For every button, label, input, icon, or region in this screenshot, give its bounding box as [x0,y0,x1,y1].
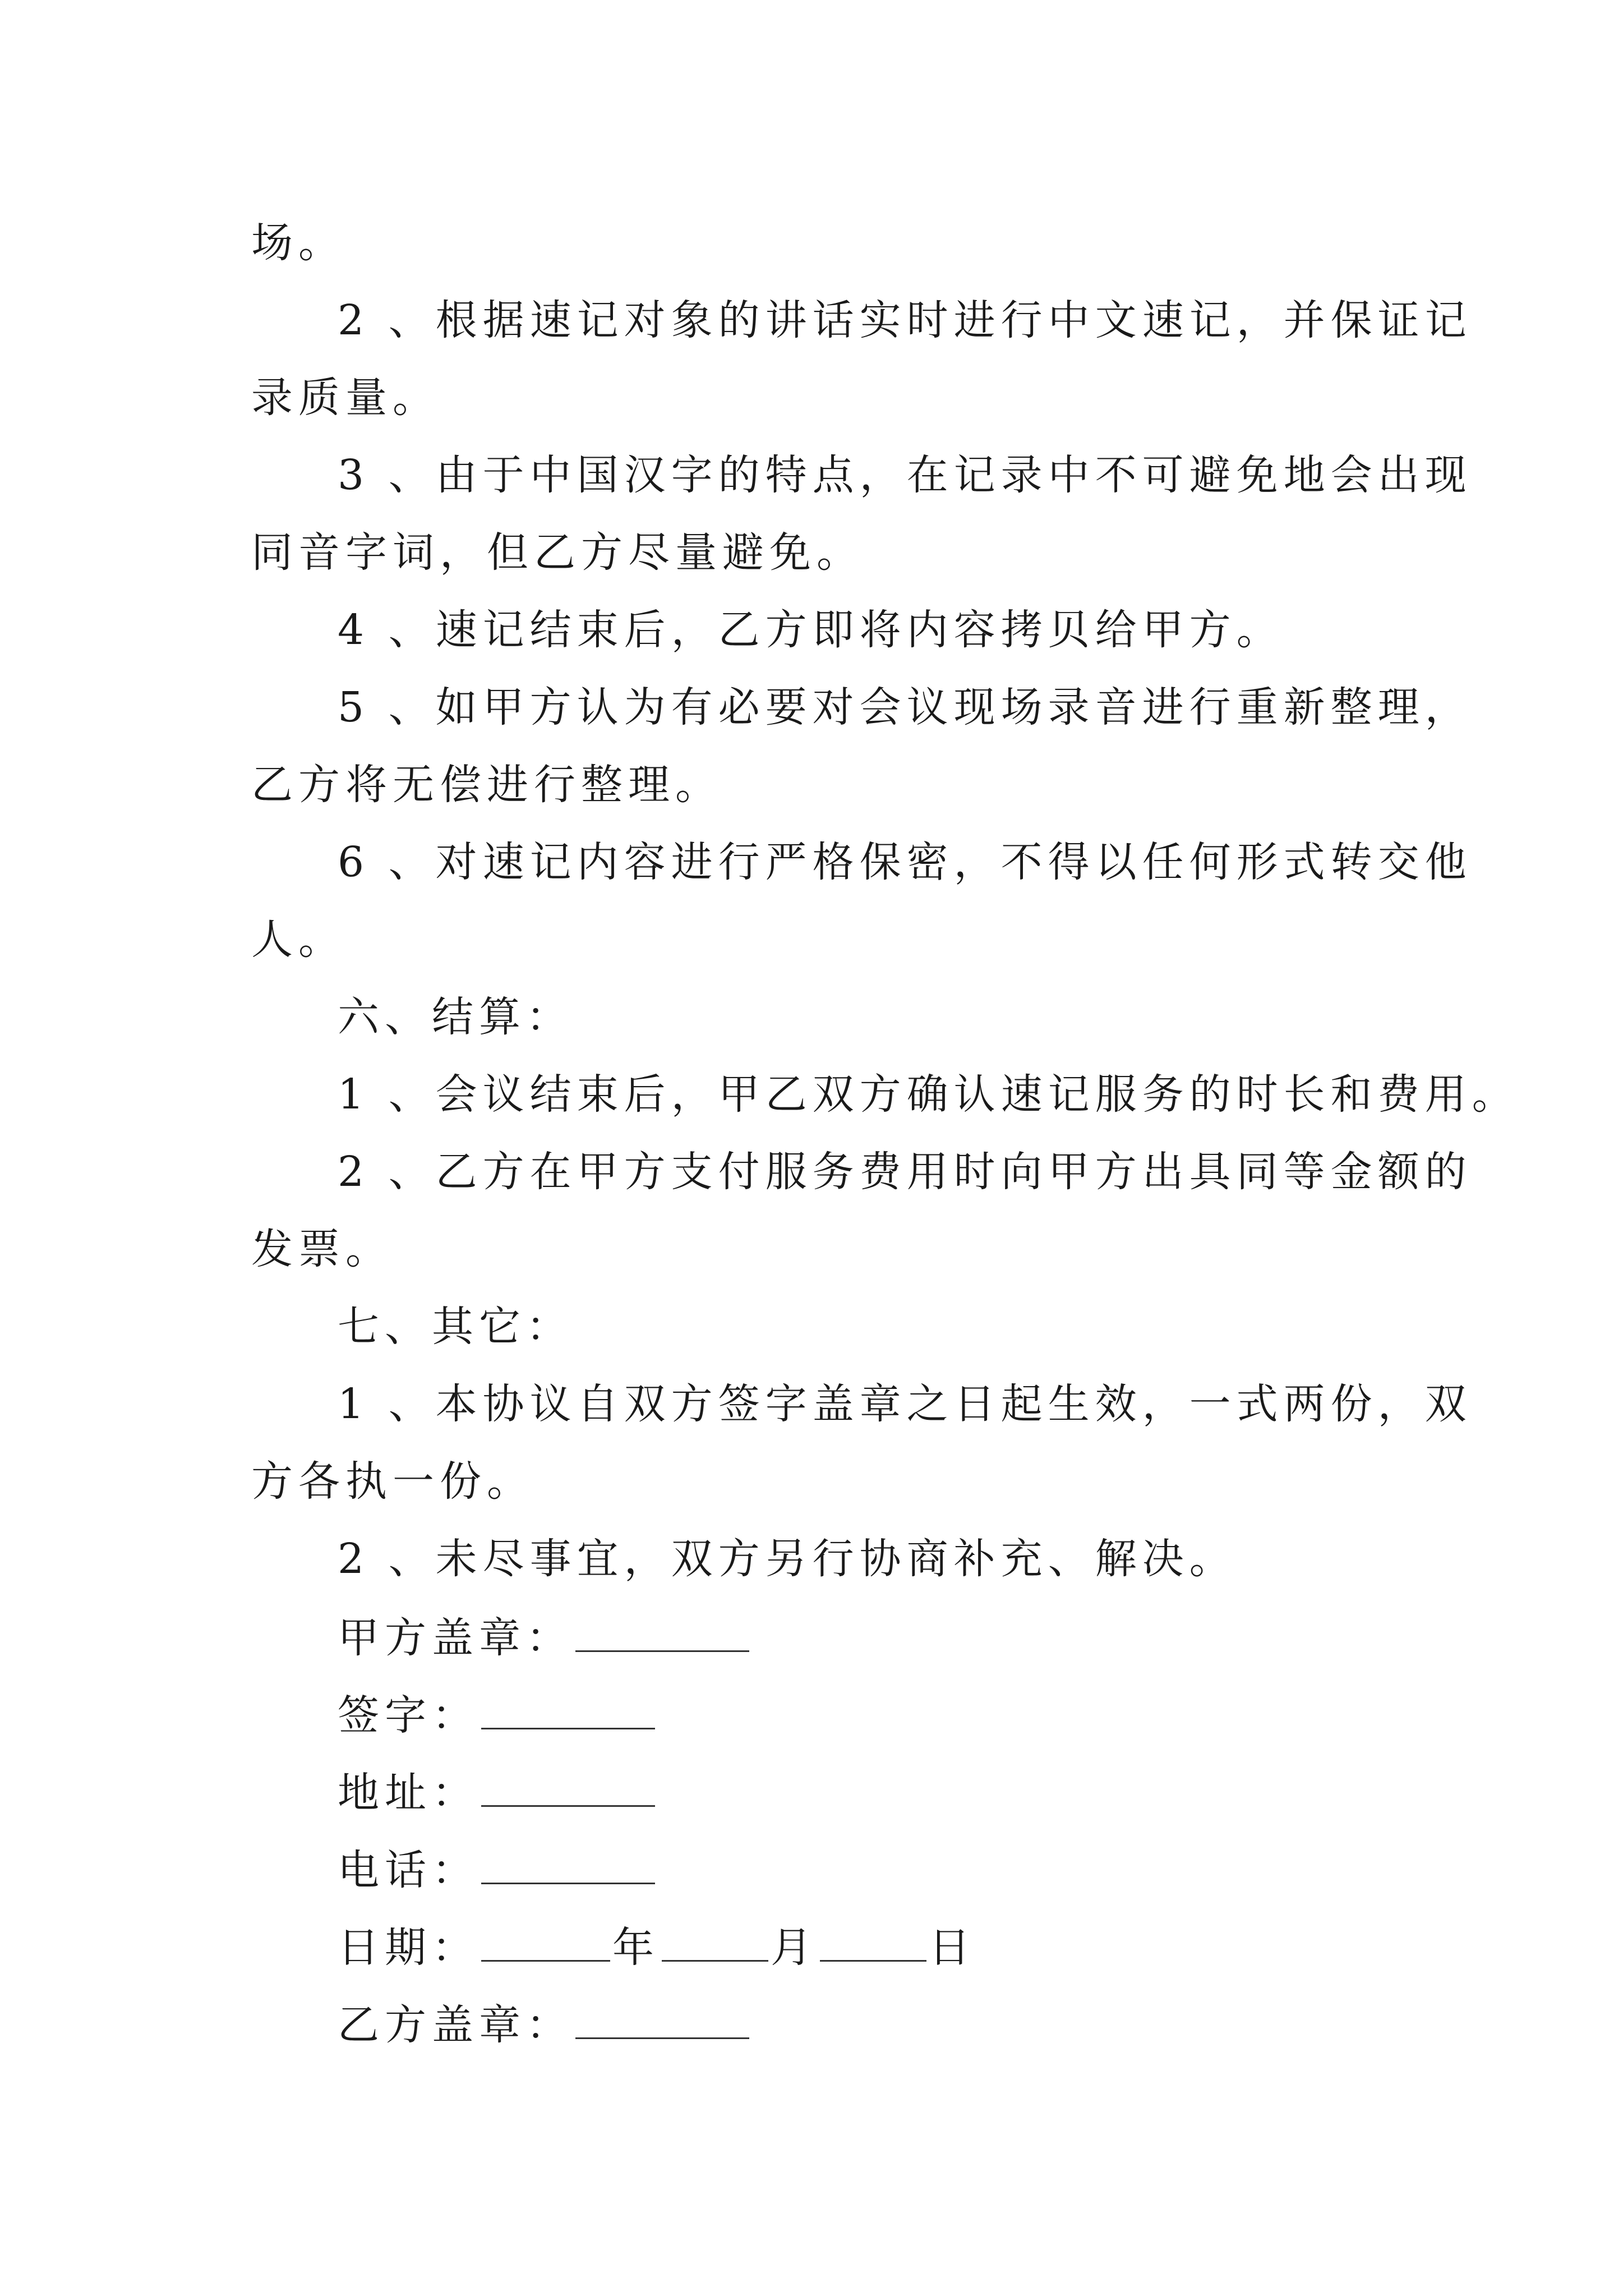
text-line: 录质量。 [251,374,440,422]
text-line: 乙方将无偿进行整理。 [251,761,722,809]
party-b-seal-label: 乙方盖章： [338,2001,573,2049]
party-b-seal-blank [575,2003,749,2039]
phone-blank [481,1848,655,1884]
phone-field [338,1846,657,1894]
day-blank [820,1925,926,1962]
section-heading: 七、其它： [338,1303,573,1351]
text-line: 5 、如甲方认为有必要对会议现场录音进行重新整理， [338,683,1472,731]
text-line: 2 、根据速记对象的讲话实时进行中文速记，并保证记 [338,296,1472,344]
sign-field [338,1691,657,1740]
party-a-seal-field [338,1614,751,1662]
text-line: 方各执一份。 [251,1457,534,1506]
date-field [338,1924,976,1972]
party-b-seal-field [338,2001,751,2049]
day-label: 日 [929,1924,976,1972]
month-label: 月 [771,1924,818,1972]
sign-blank [481,1693,655,1729]
address-field [338,1769,657,1817]
text-line: 1 、会议结束后，甲乙双方确认速记服务的时长和费用。 [338,1070,1519,1119]
text-line: 4 、速记结束后，乙方即将内容拷贝给甲方。 [338,606,1284,654]
text-line: 发票。 [251,1225,393,1273]
section-heading: 六、结算： [338,993,573,1041]
month-blank [662,1925,768,1962]
text-line: 6 、对速记内容进行严格保密，不得以任何形式转交他 [338,838,1472,886]
party-a-seal-label: 甲方盖章： [338,1614,573,1662]
text-line: 人。 [251,915,345,964]
party-a-seal-blank [575,1616,749,1652]
date-label: 日期： [338,1924,479,1972]
address-label: 地址： [338,1769,479,1817]
year-blank [481,1925,610,1962]
text-line: 2 、乙方在甲方支付服务费用时向甲方出具同等金额的 [338,1148,1472,1196]
sign-label: 签字： [338,1691,479,1740]
text-line: 同音字词，但乙方尽量避免。 [251,528,864,577]
year-label: 年 [612,1924,660,1972]
text-line: 1 、本协议自双方签字盖章之日起生效，一式两份，双 [338,1380,1472,1428]
address-blank [481,1770,655,1807]
text-line: 场。 [251,219,345,267]
text-line: 2 、未尽事宜，双方另行协商补充、解决。 [338,1535,1237,1583]
text-line: 3 、由于中国汉字的特点，在记录中不可避免地会出现 [338,451,1472,499]
phone-label: 电话： [338,1846,479,1894]
